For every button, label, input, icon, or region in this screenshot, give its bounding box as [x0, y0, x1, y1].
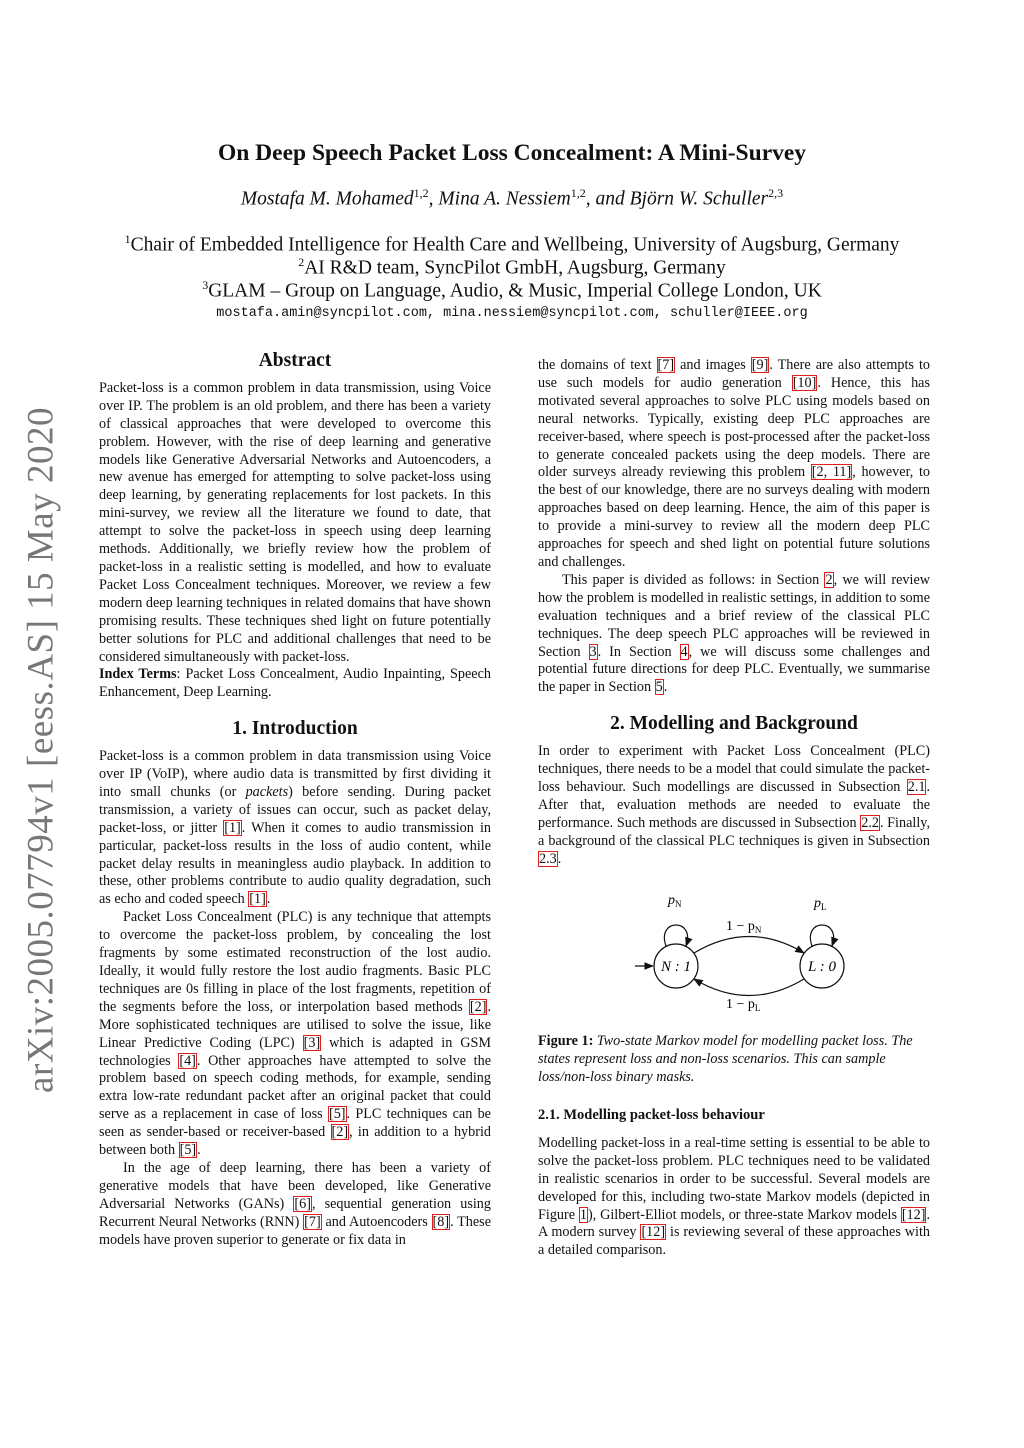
figure-caption — [538, 1033, 930, 1087]
subsection-link[interactable]: 2.3 — [539, 850, 557, 867]
transition-n-to-l-label: $1 - p_N$ — [726, 919, 762, 935]
affiliation-marker: 1 — [124, 232, 131, 246]
arxiv-identifier: arXiv:2005.07794v1 [eess.AS] 15 May 2020 — [20, 407, 62, 1093]
citation-link[interactable]: [5] — [328, 1106, 346, 1123]
intro-paragraph-3: In the age of deep learning, there has been a variety of generative models that have been developed, like Generative Adversarial Networks (GANs) [6], sequential generation using Recurrent Neural Networks (RNN) [7] and Autoencoders [8]. These models have proven superior to generate or fix data in — [99, 1159, 491, 1248]
section-2-paragraph-1: In order to experiment with Packet Loss Concealment (PLC) techniques, there needs to be a model that could simulate the packet-loss behaviour. Such modellings are discussed in Subsection 2.1. After that, evaluation methods are needed to evaluate the performance. Such methods are discussed in Subsection 2.2. Finally, a background of the classical PLC techniques is given in Subsection 2.3. — [538, 743, 930, 867]
index-terms-label: Index Terms — [99, 666, 177, 683]
affiliation-marker: 2 — [298, 255, 305, 269]
self-loop-n — [664, 925, 687, 946]
intro-paragraph-2: Packet Loss Concealment (PLC) is any technique that attempts to overcome the packet-loss problem, by concealing the lost fragments by some estimated reconstruction of the lost audio. Ideally, it would fully restore the lost audio fragments. Basic PLC techniques are 0s filling in place of the lost fragments, repetition of the segments before the loss, or interpolation based methods [2]. More sophisticated techniques are utilised to solve the issue, like Linear Predictive Coding (LPC) [3] which is adapted in GSM technologies [4]. Other approaches have attempted to solve the problem based on speech coding methods, for example, sending extra low-rate redundant packet after an original packet that could serve as a replacement in case of loss [5]. PLC techniques can be seen as sender-based or receiver-based [2], in addition to a hybrid between both [5]. — [99, 909, 491, 1159]
citation-link[interactable]: [1] — [224, 819, 241, 836]
author-affil: 2,3 — [768, 186, 784, 200]
caption-label: Figure 1: — [538, 1033, 594, 1049]
section-2-heading: 2. Modelling and Background — [610, 713, 858, 735]
citation-link[interactable]: [2] — [331, 1124, 349, 1141]
abstract-text: Packet-loss is a common problem in data transmission, using Voice over IP. The problem is an old problem, and there has been a variety of classical approaches that were developed to overcome this problem. However, with the rise of deep learning and generative models like Generative Adversarial Networks and Autoencoders, a new avenue has emerged for attempting to solve packet-loss using deep learning, by generating replacements for lost packets. In this mini-survey, we review all the literature we found to date, that attempt to solve the packet-loss in speech using deep learning methods. Additionally, we briefly review how the problem of packet-loss in a realistic setting is modelled, and how to evaluate Packet Loss Concealment techniques. Moreover, we review a few modern deep learning techniques in related domains that have shown promising results. These techniques shed light on future potentially better solutions for PLC and additional challenges that need to be considered simultaneously with packet-loss. — [99, 379, 492, 665]
affiliation-2 — [0, 255, 1024, 280]
right-column-bottom — [538, 1107, 930, 1260]
section-link[interactable]: 5 — [655, 679, 663, 696]
author-affil: 1,2 — [570, 186, 586, 200]
citation-link[interactable]: [1] — [249, 891, 266, 908]
transition-n-to-l — [694, 937, 804, 954]
subsection-link[interactable]: 2.2 — [861, 814, 879, 831]
section-link[interactable]: 3 — [589, 643, 597, 660]
author-name: Mostafa M. Mohamed — [240, 188, 414, 210]
self-loop-n-label: $p_N$ — [668, 893, 682, 909]
self-loop-l-label: $p_L$ — [814, 896, 827, 912]
caption-text: Two-state Markov model for modelling packet loss. The states represent loss and non-loss scenarios. This can sample loss/non-loss binary masks. — [538, 1033, 913, 1085]
citation-link[interactable]: [12] — [901, 1206, 926, 1223]
citation-link[interactable]: [7] — [304, 1213, 321, 1230]
transition-l-to-n — [694, 979, 804, 996]
author-separator: , — [428, 188, 439, 210]
citation-link[interactable]: [7] — [657, 357, 675, 373]
state-n-label: N : 1 — [661, 959, 691, 975]
citation-link[interactable]: [8] — [432, 1213, 450, 1230]
affiliation-text: GLAM – Group on Language, Audio, & Music, Imperial College London, UK — [208, 280, 822, 302]
citation-link[interactable]: [10] — [792, 374, 817, 391]
citation-link[interactable]: [9] — [751, 357, 769, 373]
citation-link[interactable]: [6] — [294, 1195, 311, 1212]
author-name: Björn W. Schuller — [629, 188, 769, 210]
intro-paragraph-5: This paper is divided as follows: in Section 2, we will review how the problem is modelled in realistic settings, in addition to some evaluation techniques and a brief review of the classical PLC techniques. The deep speech PLC approaches will be reviewed in Section 3. In Section 4, we will discuss some challenges and potential future directions for deep PLC. Eventually, we summarise the paper in Section 5. — [538, 571, 930, 696]
index-terms — [99, 666, 491, 702]
state-l-label: L : 0 — [807, 959, 837, 975]
citation-link[interactable]: [3] — [303, 1034, 321, 1051]
citation-link[interactable]: [5] — [179, 1142, 197, 1159]
index-terms-text: : Packet Loss Concealment, Audio Inpainting, Speech Enhancement, Deep Learning. — [99, 666, 491, 701]
left-column — [99, 352, 491, 1250]
subsection-2-1-heading: 2.1. Modelling packet-loss behaviour — [538, 1107, 765, 1123]
transition-l-to-n-label: $1 - p_L$ — [726, 997, 761, 1013]
markov-diagram — [538, 880, 930, 1020]
subsection-2-1-paragraph: Modelling packet-loss in a real-time setting is essential to be able to solve the packet-loss problem. PLC techniques need to be validated in realistic scenarios in order to be successful. Several models are developed for this, including two-state Markov models (depicted in Figure 1), Gilbert-Elliot models, or three-state Markov models [12]. A modern survey [12] is reviewing several of these approaches with a detailed comparison. — [538, 1134, 930, 1259]
author-emails: mostafa.amin@syncpilot.com, mina.nessiem@syncpilot.com, schuller@IEEE.org — [216, 306, 808, 321]
intro-heading: 1. Introduction — [232, 718, 358, 740]
figure-link[interactable]: 1 — [579, 1206, 587, 1223]
abstract-heading: Abstract — [258, 350, 332, 371]
citation-link[interactable]: [2, 11] — [811, 464, 852, 481]
citation-link[interactable]: [4] — [179, 1052, 196, 1069]
affiliation-text: Chair of Embedded Intelligence for Health Care and Wellbeing, University of Augsburg, Germany — [130, 234, 900, 256]
author-affil: 1,2 — [413, 186, 429, 200]
intro-paragraph-4: the domains of text [7] and images [9]. There are also attempts to use such models for audio generation [10]. Hence, this has motivated several approaches to solve PLC using models based on neural networks. Typically, existing deep PLC approaches are receiver-based, where speech is post-processed after the packet-loss to generate concealed packets using the deep models. There are older surveys already reviewing this problem [2, 11], however, to the best of our knowledge, there are no surveys dealing with modern approaches based on deep learning. Hence, the aim of this paper is to provide a mini-survey to review all the modern deep PLC approaches for speech and shed light on potential future solutions and challenges. — [538, 357, 930, 570]
right-column-top — [538, 357, 930, 868]
author-list — [0, 186, 1024, 211]
intro-paragraph-1: Packet-loss is a common problem in data transmission using Voice over IP (VoIP), where audio data is transmitted by first dividing it into small chunks (or packets) before sending. During packet transmission, a variety of issues can occur, such as packet delay, packet-loss, or jitter [1]. When it comes to audio transmission in particular, packet-loss results in the loss of audio content, while packet delay results in meaningless audio playback. In addition to these, other problems contribute to audio quality degradation, such as echo and coded speech [1]. — [99, 748, 491, 908]
author-separator: , and — [585, 188, 630, 210]
paper-title: On Deep Speech Packet Loss Concealment: A Mini-Survey — [217, 140, 807, 166]
section-link[interactable]: 4 — [680, 643, 688, 660]
affiliation-1 — [0, 232, 1024, 257]
affiliation-text: AI R&D team, SyncPilot GmbH, Augsburg, Germany — [304, 257, 726, 279]
subsection-link[interactable]: 2.1 — [907, 778, 926, 795]
affiliation-3 — [0, 278, 1024, 303]
affiliation-marker: 3 — [202, 278, 209, 292]
arxiv-sidebar — [14, 390, 68, 1110]
section-link[interactable]: 2 — [825, 571, 833, 588]
citation-link[interactable]: [2] — [469, 998, 487, 1015]
author-name: Mina A. Nessiem — [438, 188, 571, 210]
self-loop-l — [810, 925, 833, 946]
citation-link[interactable]: [12] — [641, 1224, 666, 1241]
